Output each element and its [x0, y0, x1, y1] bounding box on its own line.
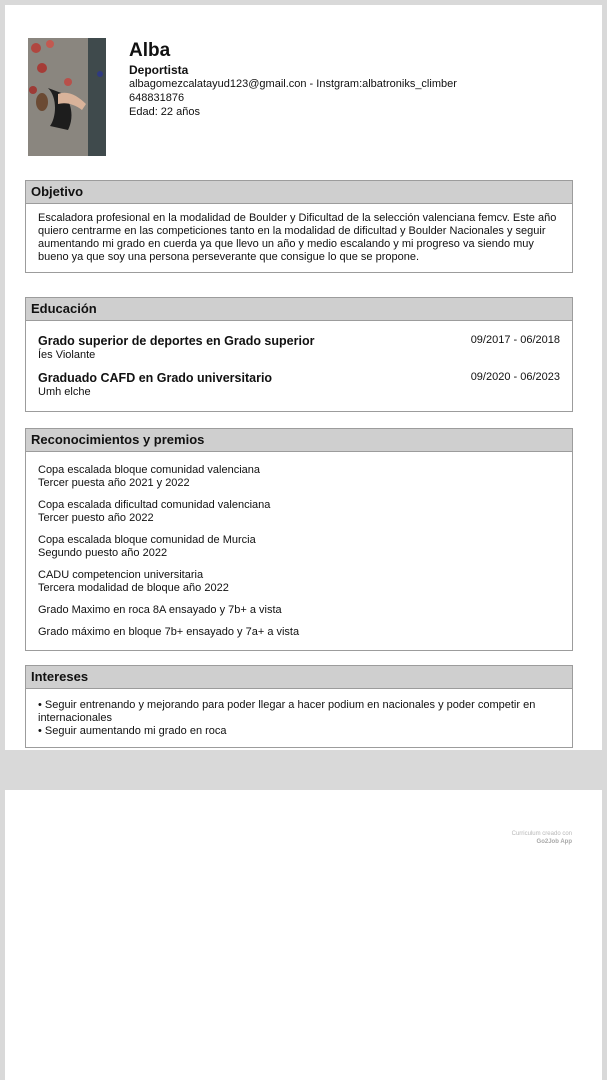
resume-page-2 [5, 790, 602, 1080]
contact-block [129, 77, 457, 119]
footer-app-name: Go2Job App [536, 839, 572, 845]
award-item [38, 499, 560, 525]
section-title: Intereses [26, 666, 572, 689]
section-intereses [25, 665, 573, 748]
candidate-role: Deportista [129, 63, 189, 77]
award-item [38, 534, 560, 560]
section-title: Educación [26, 298, 572, 321]
footer-line: Curriculum creado con [511, 831, 572, 837]
candidate-age: Edad: 22 años [129, 106, 200, 118]
resume-page-1 [5, 5, 602, 750]
award-item [38, 569, 560, 595]
education-dates: 09/2020 - 06/2023 [470, 371, 560, 383]
award-name: Grado Maximo en roca 8A ensayado y 7b+ a vista [38, 604, 282, 616]
section-educacion [25, 297, 573, 412]
footer-credit [512, 830, 572, 846]
contact-phone: 648831876 [129, 92, 185, 104]
section-premios [25, 428, 573, 651]
education-dates: 09/2017 - 06/2018 [470, 334, 560, 346]
award-name: Copa escalada bloque comunidad de Murcia [38, 534, 256, 546]
interest-item: • Seguir aumentando mi grado en roca [38, 725, 227, 737]
award-name: Copa escalada dificultad comunidad valenciana [38, 499, 271, 511]
objetivo-text: Escaladora profesional en la modalidad de Boulder y Dificultad de la selección valenciana femcv. Este año quiero centrarme en las competiciones tanto en la modalidad de dificultad y Boulder Nacionales y seguir aumentando mi grado en cuerda ya que llevo un año y medio escalando y mi progreso va siendo muy bueno ya que soy una persona perseverante que consigue lo que se propone. [38, 212, 557, 263]
section-objetivo [25, 180, 573, 273]
section-title: Objetivo [26, 181, 572, 204]
award-name: Grado máximo en bloque 7b+ ensayado y 7a+ a vista [38, 626, 300, 638]
section-title: Reconocimientos y premios [26, 429, 572, 452]
education-institution: Umh elche [38, 386, 91, 398]
award-detail: Tercer puesto año 2022 [38, 512, 154, 524]
award-name: Copa escalada bloque comunidad valenciana [38, 464, 260, 476]
award-item [38, 604, 560, 617]
education-item [38, 370, 560, 399]
award-item [38, 464, 560, 490]
contact-email-instagram: albagomezcalatayud123@gmail.con - Instgram:albatroniks_climber [129, 78, 457, 90]
education-title: Grado superior de deportes en Grado superior [38, 334, 315, 348]
education-institution: Íes Violante [38, 349, 96, 361]
award-name: CADU competencion universitaria [38, 569, 204, 581]
award-detail: Tercera modalidad de bloque año 2022 [38, 582, 229, 594]
education-title: Graduado CAFD en Grado universitario [38, 371, 273, 385]
interest-item: • Seguir entrenando y mejorando para poder llegar a hacer podium en nacionales y poder competir en internacionales [38, 699, 536, 724]
profile-photo [28, 38, 106, 156]
award-detail: Tercer puesta año 2021 y 2022 [38, 477, 190, 489]
education-item [38, 333, 560, 362]
award-item [38, 626, 560, 639]
candidate-name: Alba [129, 40, 171, 61]
award-detail: Segundo puesto año 2022 [38, 547, 168, 559]
